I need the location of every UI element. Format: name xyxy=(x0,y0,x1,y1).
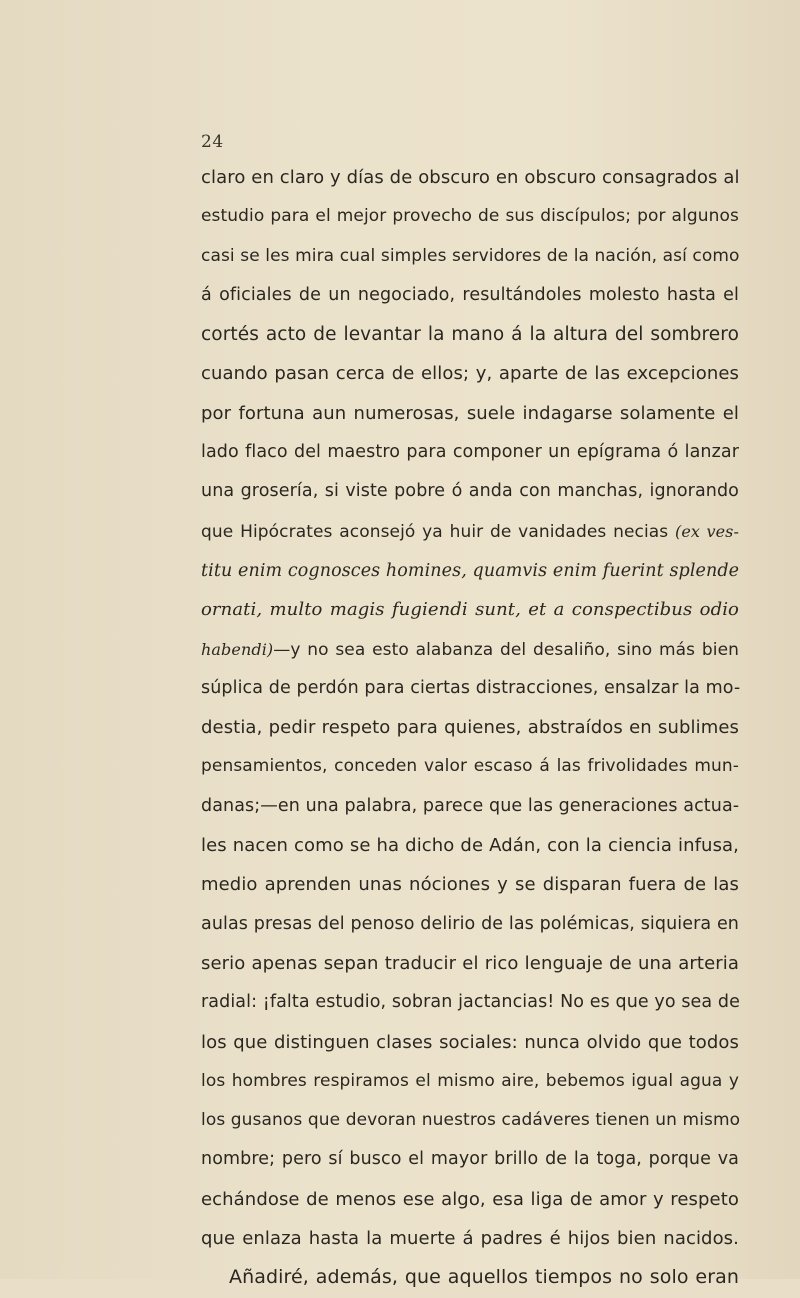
text-line: una grosería, si viste pobre ó anda con manchas, ignorando xyxy=(201,481,739,502)
text-line: cuando pasan cerca de ellos; y, aparte de las excepciones xyxy=(201,363,739,385)
text-line: los que distinguen clases sociales: nunca olvido que todos xyxy=(201,1031,739,1053)
text-line: echándose de menos ese algo, esa liga de amor y respeto xyxy=(201,1188,739,1210)
latin-quote: titu enim cognosces homines, quamvis enim fuerint splende xyxy=(201,560,740,581)
text-segment: —y no sea esto alabanza del desaliño, sino más bien xyxy=(273,639,739,660)
text-line: pensamientos, conceden valor escaso á las frivolidades mun- xyxy=(201,756,739,777)
text-line: por fortuna aun numerosas, suele indagarse solamente el xyxy=(201,402,739,424)
text-line: claro en claro y días de obscuro en obscuro consagrados al xyxy=(201,167,740,188)
text-segment: que Hipócrates aconsejó ya huir de vanidades necias xyxy=(201,521,669,542)
page-number: 24 xyxy=(201,132,224,152)
text-line: aulas presas del penoso delirio de las polémicas, siquiera en xyxy=(201,913,739,934)
text-line: cortés acto de levantar la mano á la altura del sombrero xyxy=(201,324,739,346)
text-line xyxy=(201,590,739,629)
text-line xyxy=(201,630,739,669)
text-line: danas;—en una palabra, parece que las generaciones actua- xyxy=(201,795,740,816)
text-line xyxy=(201,551,739,590)
text-line: los gusanos que devoran nuestros cadáveres tienen un mismo xyxy=(201,1110,741,1131)
text-line: Añadiré, además, que aquellos tiempos no solo eran xyxy=(229,1266,739,1289)
text-line: les nacen como se ha dicho de Adán, con la ciencia infusa, xyxy=(201,835,739,857)
latin-quote: ornati, multo magis fugiendi sunt, et a conspectibus odio xyxy=(201,599,739,621)
text-line: serio apenas sepan traducir el rico lenguaje de una arteria xyxy=(201,952,739,974)
text-line: destia, pedir respeto para quienes, abstraídos en sublimes xyxy=(201,717,739,739)
text-line: medio aprenden unas nóciones y se disparan fuera de las xyxy=(201,874,739,896)
text-line: súplica de perdón para ciertas distracciones, ensalzar la mo- xyxy=(201,677,741,698)
text-line xyxy=(201,512,739,551)
body-text xyxy=(201,158,739,1298)
latin-quote: (ex ves- xyxy=(675,521,739,541)
latin-quote: habendi) xyxy=(201,639,274,659)
text-line: casi se les mira cual simples servidores de la nación, así como xyxy=(201,245,740,266)
text-line: nombre; pero sí busco el mayor brillo de la toga, porque va xyxy=(201,1149,739,1170)
text-line: que enlaza hasta la muerte á padres é hijos bien nacidos. xyxy=(201,1228,739,1250)
text-line: á oficiales de un negociado, resultándoles molesto hasta el xyxy=(201,284,739,305)
text-line: los hombres respiramos el mismo aire, bebemos igual agua y xyxy=(201,1070,739,1091)
text-line: estudio para el mejor provecho de sus discípulos; por algunos xyxy=(201,206,739,227)
text-line: radial: ¡falta estudio, sobran jactancias! No es que yo sea de xyxy=(201,992,740,1013)
text-line: lado flaco del maestro para componer un epígrama ó lanzar xyxy=(201,442,739,463)
